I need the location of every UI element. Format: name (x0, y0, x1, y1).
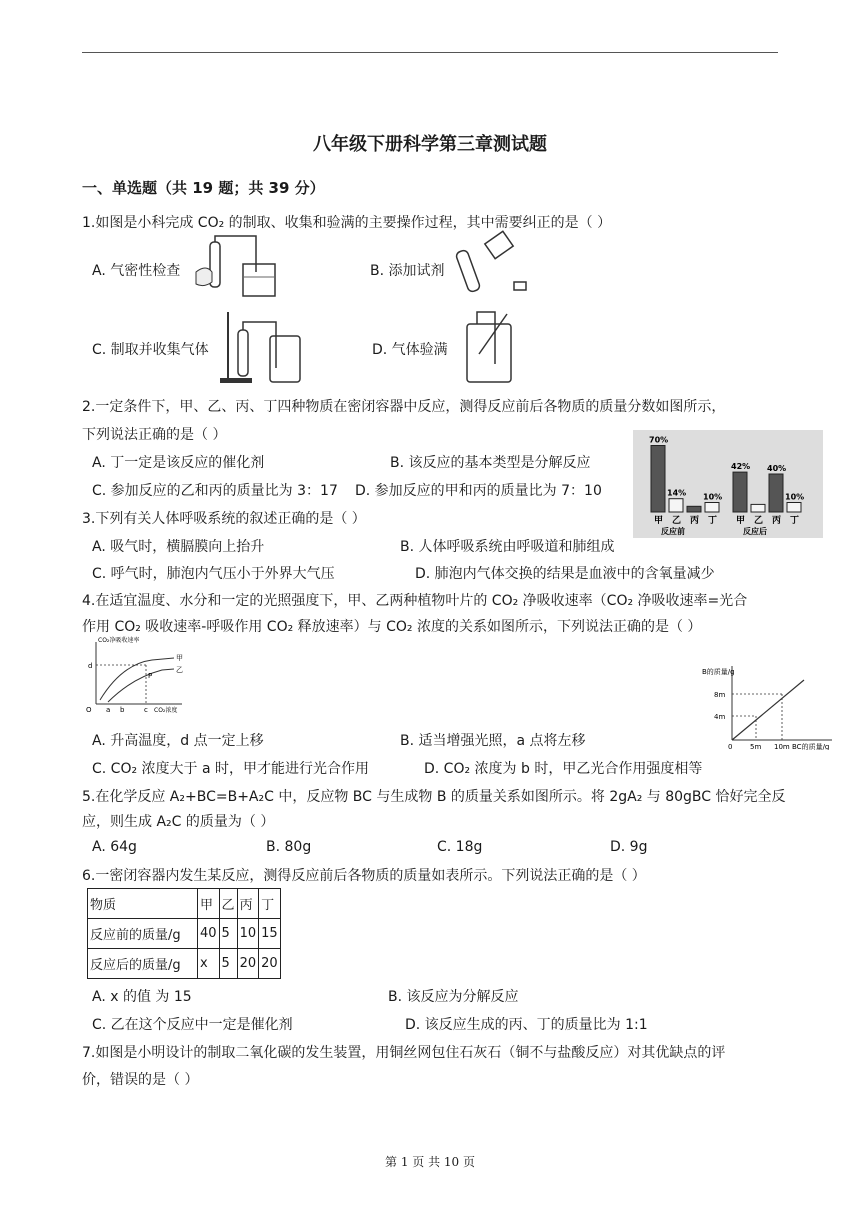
b-axis-label: B的质量/g (702, 668, 735, 676)
bc-axis-origin: 0 (728, 743, 733, 750)
q3-option-c[interactable]: C. 呼气时，肺泡内气压小于外界大气压 (92, 566, 335, 582)
question-4-stem-line2: 作用 CO₂ 吸收速率-呼吸作用 CO₂ 释放速率）与 CO₂ 浓度的关系如图所示，下列说法正确的是（ ） (82, 619, 702, 635)
q4-option-c[interactable]: C. CO₂ 浓度大于 a 时，甲才能进行光合作用 (92, 761, 370, 777)
question-7-stem-line2: 价，错误的是（ ） (82, 1072, 199, 1088)
q3-option-b[interactable]: B. 人体呼吸系统由呼吸道和肺组成 (400, 539, 615, 555)
q4-option-a[interactable]: A. 升高温度，d 点一定上移 (92, 733, 264, 749)
bar (733, 472, 747, 512)
curve-ylabel: CO₂净吸收速率 (98, 637, 140, 644)
table-cell: 5 (219, 919, 237, 949)
question-7-stem-line1: 7.如图是小明设计的制取二氧化碳的发生装置，用铜丝网包住石灰石（铜不与盐酸反应）对其优缺点的评 (82, 1045, 726, 1061)
gas-generation-figure (218, 308, 308, 386)
category-label: 丁 (708, 516, 718, 526)
table-cell: 反应前的质量/g (88, 919, 198, 949)
group-label: 反应前 (661, 527, 685, 536)
bar (787, 503, 801, 513)
b-vs-bc-mass-figure (700, 660, 840, 750)
group-label: 反应后 (743, 527, 767, 536)
table-cell: 10 (237, 919, 259, 949)
table-cell: 15 (259, 919, 281, 949)
table-cell: 物质 (88, 889, 198, 919)
q4-option-d[interactable]: D. CO₂ 浓度为 b 时，甲乙光合作用强度相等 (424, 761, 703, 777)
data-label: 14% (667, 488, 687, 498)
header-rule (82, 52, 778, 53)
question-4-stem-line1: 4.在适宜温度、水分和一定的光照强度下，甲、乙两种植物叶片的 CO₂ 净吸收速率（CO₂ 净吸收速率=光合 (82, 593, 748, 609)
curve-tick-c: c (144, 706, 148, 714)
q1-option-b[interactable]: B. 添加试剂 (370, 263, 445, 279)
q1-option-a[interactable]: A. 气密性检查 (92, 263, 181, 279)
q2-option-a[interactable]: A. 丁一定是该反应的催化剂 (92, 455, 265, 471)
bc-axis-label: BC的质量/g (792, 743, 830, 750)
category-label: 乙 (672, 516, 682, 526)
mass-table (87, 888, 281, 979)
bar (751, 504, 765, 512)
mass-fraction-bar-chart (633, 430, 823, 538)
page-footer: 第 1 页 共 10 页 (385, 1155, 475, 1169)
q1-option-d[interactable]: D. 气体验满 (372, 342, 448, 358)
table-cell: 5 (219, 949, 237, 979)
b-axis-tick-8m: 8m (714, 691, 726, 699)
curve-point-p: P (148, 672, 153, 680)
curve-series-a: 甲 (176, 654, 183, 662)
question-3-stem: 3.下列有关人体呼吸系统的叙述正确的是（ ） (82, 511, 366, 527)
bar (669, 499, 683, 512)
data-label: 10% (785, 492, 805, 502)
curve-tick-b: b (120, 706, 125, 714)
data-label: 40% (767, 464, 787, 473)
table-cell: 20 (259, 949, 281, 979)
q6-option-a[interactable]: A. x 的值 为 15 (92, 989, 192, 1005)
q4-option-b[interactable]: B. 适当增强光照，a 点将左移 (400, 733, 586, 749)
question-1-stem: 1.如图是小科完成 CO₂ 的制取、收集和验满的主要操作过程，其中需要纠正的是（ ） (82, 215, 612, 231)
q2-option-d[interactable]: D. 参加反应的甲和丙的质量比为 7：10 (355, 483, 602, 499)
table-cell: 反应后的质量/g (88, 949, 198, 979)
table-cell: x (198, 949, 220, 979)
q1-option-c[interactable]: C. 制取并收集气体 (92, 342, 209, 358)
bar (651, 446, 665, 513)
category-label: 丁 (790, 516, 800, 526)
category-label: 丙 (690, 516, 700, 526)
question-2-stem-line2: 下列说法正确的是（ ） (82, 427, 227, 443)
airtightness-apparatus-figure (188, 232, 288, 300)
question-6-stem: 6.一密闭容器内发生某反应，测得反应前后各物质的质量如表所示。下列说法正确的是（ ） (82, 868, 646, 884)
curve-point-d: d (88, 662, 93, 670)
table-cell: 甲 (198, 889, 220, 919)
gas-test-figure (455, 304, 525, 386)
bc-axis-tick-5m: 5m (750, 743, 762, 750)
bar (705, 503, 719, 513)
question-5-stem-line2: 应，则生成 A₂C 的质量为（ ） (82, 814, 275, 830)
curve-series-b: 乙 (176, 666, 183, 674)
mass-fraction-bar-chart-svg (633, 430, 823, 538)
table-row (88, 919, 281, 949)
bar (687, 506, 701, 512)
question-5-stem-line1: 5.在化学反应 A₂+BC=B+A₂C 中，反应物 BC 与生成物 B 的质量关系如图所示。将 2gA₂ 与 80gBC 恰好完全反 (82, 789, 786, 805)
q5-option-c[interactable]: C. 18g (437, 839, 483, 855)
category-label: 甲 (654, 516, 664, 526)
q6-option-d[interactable]: D. 该反应生成的丙、丁的质量比为 1:1 (405, 1017, 648, 1033)
b-axis-tick-4m: 4m (714, 713, 726, 721)
category-label: 丙 (772, 516, 782, 526)
data-label: 42% (731, 462, 751, 472)
page-title: 八年级下册科学第三章测试题 (313, 134, 547, 155)
table-row (88, 889, 281, 919)
bar (769, 474, 783, 512)
q5-option-d[interactable]: D. 9g (610, 839, 648, 855)
data-label: 10% (703, 492, 723, 502)
section-heading: 一、单选题（共 19 题；共 39 分） (82, 179, 325, 197)
q2-option-b[interactable]: B. 该反应的基本类型是分解反应 (390, 455, 591, 471)
bc-axis-tick-10m: 10m (774, 743, 790, 750)
q3-option-a[interactable]: A. 吸气时，横膈膜向上抬升 (92, 539, 265, 555)
co2-absorption-curve-figure (82, 634, 192, 718)
q3-option-d[interactable]: D. 肺泡内气体交换的结果是血液中的含氧量减少 (415, 566, 715, 582)
curve-xlabel: CO₂浓度 (154, 707, 178, 714)
curve-origin: O (86, 706, 92, 714)
question-2-stem-line1: 2.一定条件下，甲、乙、丙、丁四种物质在密闭容器中反应，测得反应前后各物质的质量分数如图所示， (82, 399, 726, 415)
q6-option-b[interactable]: B. 该反应为分解反应 (388, 989, 519, 1005)
q5-option-a[interactable]: A. 64g (92, 839, 137, 855)
q2-option-c[interactable]: C. 参加反应的乙和丙的质量比为 3：17 (92, 483, 338, 499)
q5-option-b[interactable]: B. 80g (266, 839, 312, 855)
table-cell: 40 (198, 919, 220, 949)
table-row (88, 949, 281, 979)
curve-tick-a: a (106, 706, 111, 714)
table-cell: 丙 (237, 889, 259, 919)
data-label: 70% (649, 435, 669, 445)
table-cell: 乙 (219, 889, 237, 919)
q6-option-c[interactable]: C. 乙在这个反应中一定是催化剂 (92, 1017, 293, 1033)
table-cell: 20 (237, 949, 259, 979)
table-cell: 丁 (259, 889, 281, 919)
category-label: 甲 (736, 516, 746, 526)
add-reagent-figure (450, 228, 530, 298)
category-label: 乙 (754, 516, 764, 526)
